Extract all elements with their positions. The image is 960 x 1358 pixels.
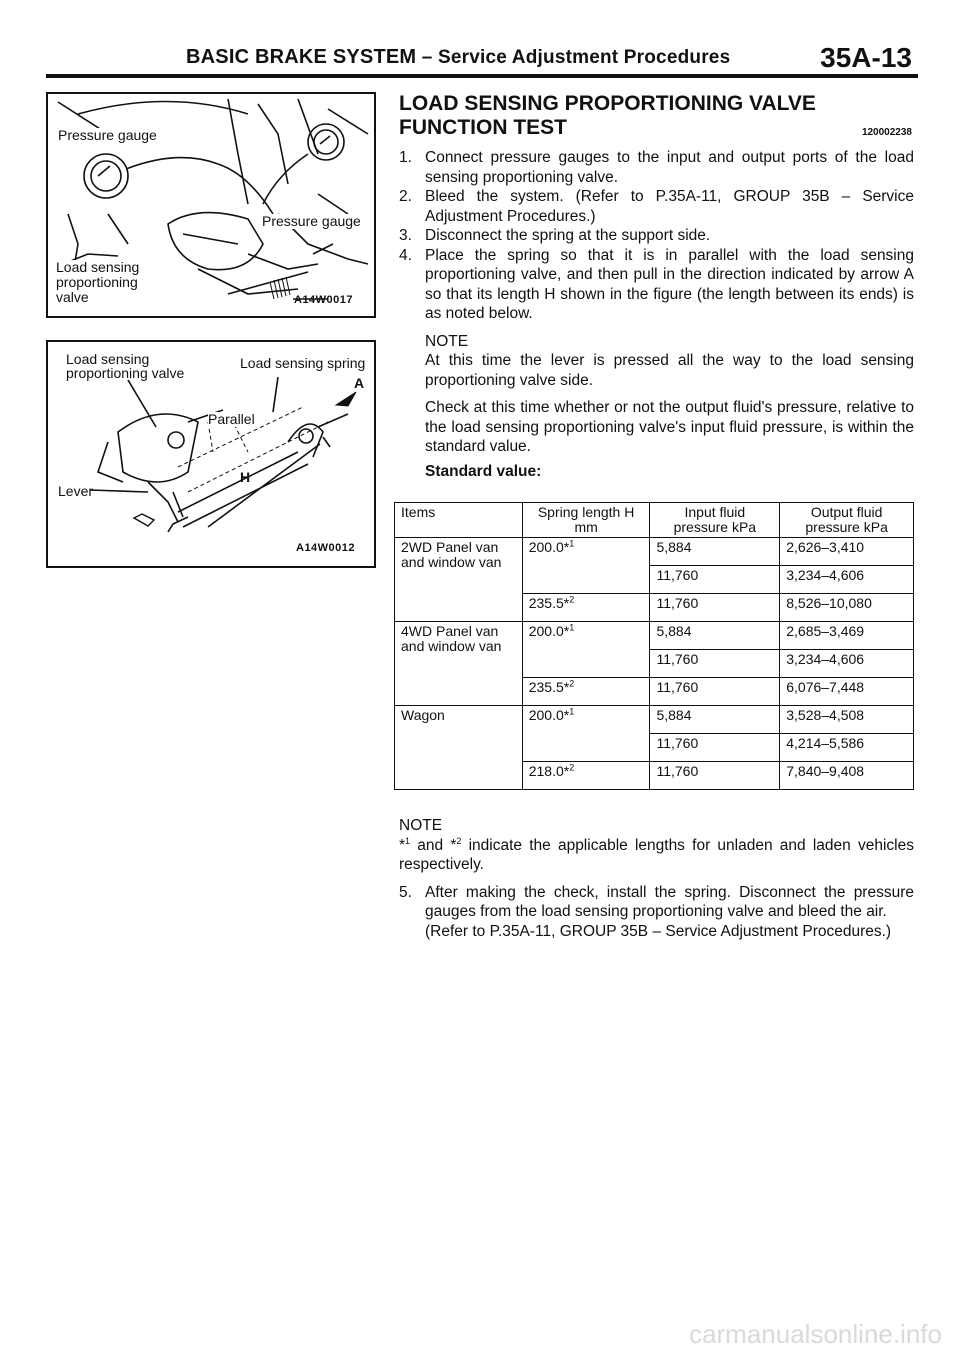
label-pressure-gauge-left: Pressure gauge — [58, 127, 157, 143]
table-row — [395, 706, 914, 734]
page-header — [46, 44, 918, 78]
label-proportioning-valve: proportioning valve — [66, 365, 185, 381]
label-valve: valve — [56, 289, 89, 305]
output-cell: 3,528–4,508 — [780, 706, 914, 734]
header-output-pressure: Output fluid pressure kPa — [780, 503, 914, 538]
spring-cell: 218.0*$^2$ — [522, 762, 650, 790]
step-5 — [399, 883, 914, 942]
check-paragraph: Check at this time whether or not the output fluid's pressure, relative to the load sensing proportioning valve's input fluid pressure, is within the standard value. — [425, 399, 914, 455]
section-code: 120002238 — [861, 127, 912, 138]
figure-load-sensing-spring — [46, 340, 376, 568]
input-cell: 5,884 — [650, 538, 780, 566]
step-text: After making the check, install the spring. Disconnect the pressure gauges from the load sensing proportioning valve and bleed the air. — [425, 883, 914, 920]
figure1-code: A14W0017 — [294, 294, 354, 306]
input-cell: 11,760 — [650, 594, 780, 622]
item-cell: 4WD Panel van and window van — [395, 622, 523, 706]
steps-list — [399, 148, 914, 324]
step-text: Bleed the system. (Refer to P.35A-11, GROUP 35B – Service Adjustment Procedures.) — [425, 188, 914, 225]
header-items: Items — [395, 503, 523, 538]
step-text: Place the spring so that it is in parallel with the load sensing proportioning valve, and then pull in the direction indicated by arrow A so that its length H shown in the figure (the length between its ends) is as noted below. — [425, 246, 914, 322]
header-title-sub: – Service Adjustment Procedures — [416, 47, 731, 68]
header-title-main: BASIC BRAKE SYSTEM — [186, 46, 417, 68]
figure2-code: A14W0012 — [296, 542, 356, 554]
spring-cell: 235.5*$^2$ — [522, 594, 650, 622]
header-spring-length: Spring length H mm — [522, 503, 650, 538]
label-parallel: Parallel — [208, 411, 255, 427]
figure-pressure-gauge-installation — [46, 92, 376, 318]
step-number: 5. — [399, 883, 412, 901]
section-title-line2: FUNCTION TEST — [399, 116, 567, 139]
label-load-sensing-2: Load sensing — [66, 351, 150, 367]
spring-cell: 235.5*$^2$ — [522, 678, 650, 706]
step-3 — [399, 226, 914, 246]
note2-text: *$^1$ and *$^2$ indicate the applicable lengths for unladen and laden vehicles respectively. — [399, 835, 914, 873]
spring-cell: 200.0*$^1$ — [522, 622, 650, 678]
label-length-h: H — [240, 469, 251, 485]
note-text: At this time the lever is pressed all the way to the load sensing proportioning valve side. — [425, 352, 914, 389]
step-number: 4. — [399, 246, 412, 264]
spring-cell: 200.0*$^1$ — [522, 538, 650, 594]
output-cell: 7,840–9,408 — [780, 762, 914, 790]
input-cell: 5,884 — [650, 622, 780, 650]
label-proportioning: proportioning — [56, 274, 138, 290]
standard-value-label: Standard value: — [425, 462, 542, 480]
output-cell: 2,685–3,469 — [780, 622, 914, 650]
input-cell: 5,884 — [650, 706, 780, 734]
input-cell: 11,760 — [650, 650, 780, 678]
label-lever: Lever — [58, 483, 94, 499]
output-cell: 8,526–10,080 — [780, 594, 914, 622]
input-cell: 11,760 — [650, 762, 780, 790]
bottom-section — [399, 816, 914, 941]
output-cell: 6,076–7,448 — [780, 678, 914, 706]
note-lever — [399, 332, 914, 391]
header-title — [186, 46, 730, 69]
note-label: NOTE — [425, 332, 469, 350]
step-number: 2. — [399, 188, 412, 205]
section-title-line1: LOAD SENSING PROPORTIONING VALVE — [399, 92, 816, 115]
standard-value-table — [394, 502, 914, 790]
page-number: 35A-13 — [820, 42, 912, 73]
label-pressure-gauge-right: Pressure gauge — [262, 213, 361, 229]
input-cell: 11,760 — [650, 566, 780, 594]
output-cell: 3,234–4,606 — [780, 650, 914, 678]
table-row — [395, 538, 914, 566]
label-arrow-a: A — [354, 375, 365, 391]
table-header-row — [395, 503, 914, 538]
step-number: 3. — [399, 227, 412, 244]
input-cell: 11,760 — [650, 678, 780, 706]
output-cell: 4,214–5,586 — [780, 734, 914, 762]
item-cell: 2WD Panel van and window van — [395, 538, 523, 622]
label-load-sensing: Load sensing — [56, 259, 140, 275]
step-2 — [399, 187, 914, 226]
step-number: 1. — [399, 149, 412, 166]
step-4 — [399, 246, 914, 324]
header-input-pressure: Input fluid pressure kPa — [650, 503, 780, 538]
step-text: Disconnect the spring at the support side. — [425, 227, 711, 244]
section-title-block — [399, 92, 914, 140]
output-cell: 2,626–3,410 — [780, 538, 914, 566]
step-ref: (Refer to P.35A-11, GROUP 35B – Service Adjustment Procedures.) — [425, 922, 892, 940]
spring-cell: 200.0*$^1$ — [522, 706, 650, 762]
output-cell: 3,234–4,606 — [780, 566, 914, 594]
label-load-sensing-spring: Load sensing spring — [240, 355, 366, 371]
item-cell: Wagon — [395, 706, 523, 790]
procedure-section — [399, 92, 914, 481]
step-1 — [399, 148, 914, 187]
step-text: Connect pressure gauges to the input and output ports of the load sensing proportioning valve. — [425, 149, 914, 186]
input-cell: 11,760 — [650, 734, 780, 762]
watermark: carmanualsonline.info — [689, 1319, 942, 1349]
table-row — [395, 622, 914, 650]
note2-label: NOTE — [399, 817, 443, 834]
